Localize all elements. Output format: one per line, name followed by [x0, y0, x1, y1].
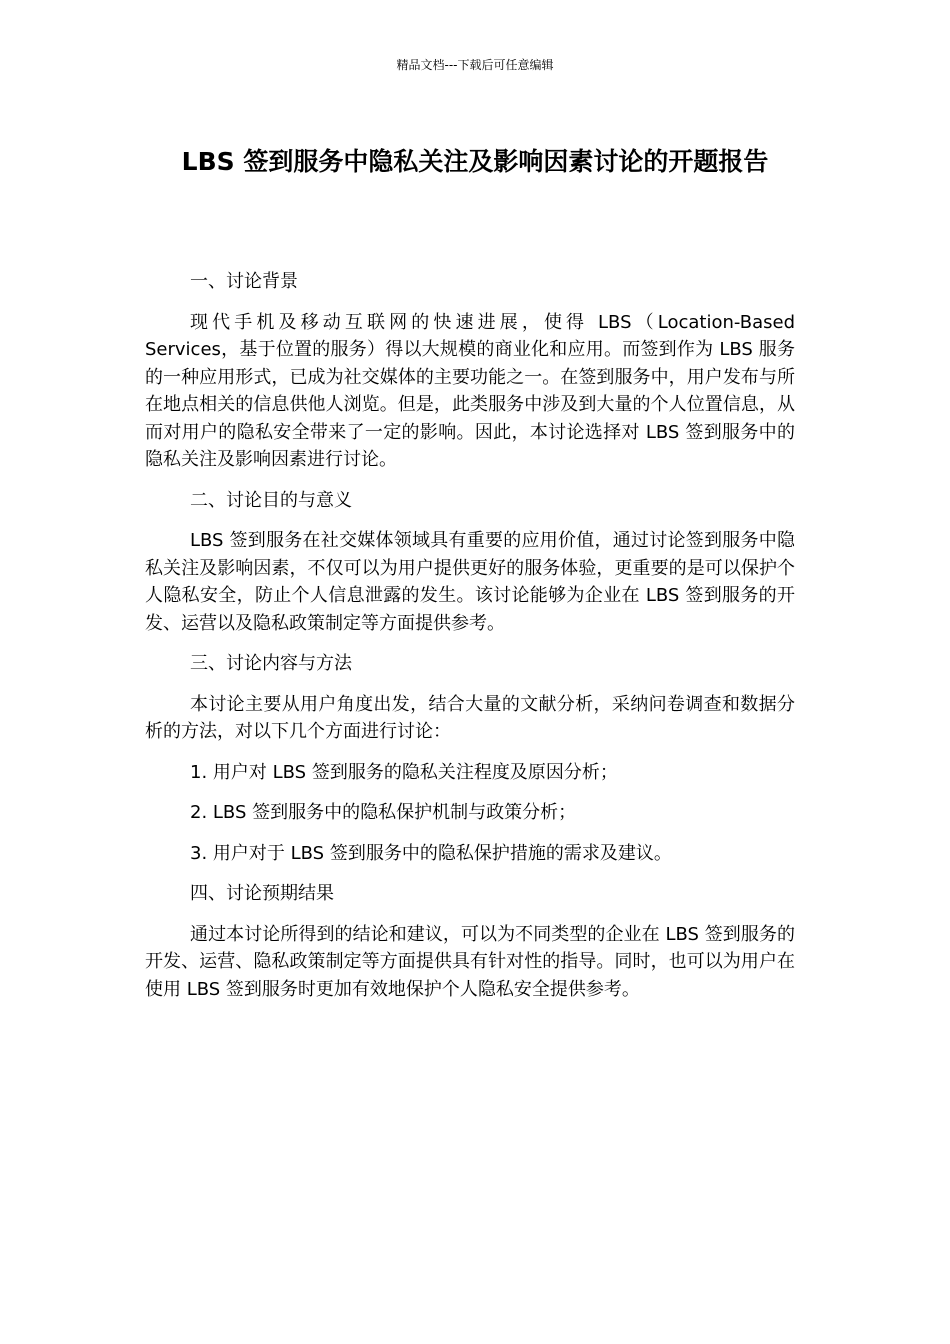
section-heading-expected-results: 四、讨论预期结果: [190, 883, 334, 904]
document-body: [145, 268, 795, 1016]
section-paragraph: 现代手机及移动互联网的快速进展，使得 LBS（Location-Based Services，基于位置的服务）得以大规模的商业化和应用。而签到作为 LBS 服务的一种应用形式，已成为社交媒体的主要功能之一。在签到服务中，用户发布与所在地点相关的信息供他人浏览。但是，此类服务中涉及到大量的个人位置信息，从而对用户的隐私安全带来了一定的影响。因此，本讨论选择对 LBS 签到服务中的隐私关注及影响因素进行讨论。: [145, 311, 795, 470]
section-paragraph: 通过本讨论所得到的结论和建议，可以为不同类型的企业在 LBS 签到服务的开发、运营、隐私政策制定等方面提供具有针对性的指导。同时，也可以为用户在使用 LBS 签到服务时更加有效地保护个人隐私安全提供参考。: [145, 923, 795, 1000]
page-header: 精品文档---下载后可任意编辑: [396, 58, 554, 72]
list-item: 3. 用户对于 LBS 签到服务中的隐私保护措施的需求及建议。: [190, 842, 672, 864]
section-paragraph: LBS 签到服务在社交媒体领域具有重要的应用价值，通过讨论签到服务中隐私关注及影响因素，不仅可以为用户提供更好的服务体验，更重要的是可以保护个人隐私安全，防止个人信息泄露的发生。该讨论能够为企业在 LBS 签到服务的开发、运营以及隐私政策制定等方面提供参考。: [145, 530, 795, 634]
section-paragraph: 本讨论主要从用户角度出发，结合大量的文献分析，采纳问卷调查和数据分析的方法，对以下几个方面进行讨论：: [145, 693, 795, 742]
list-item: 2. LBS 签到服务中的隐私保护机制与政策分析；: [190, 802, 577, 823]
section-heading-purpose: 二、讨论目的与意义: [190, 489, 352, 511]
document-title: LBS 签到服务中隐私关注及影响因素讨论的开题报告: [181, 147, 769, 176]
list-item: 1. 用户对 LBS 签到服务的隐私关注程度及原因分析；: [190, 761, 618, 783]
section-heading-background: 一、讨论背景: [190, 271, 298, 292]
section-heading-content-method: 三、讨论内容与方法: [190, 653, 352, 674]
